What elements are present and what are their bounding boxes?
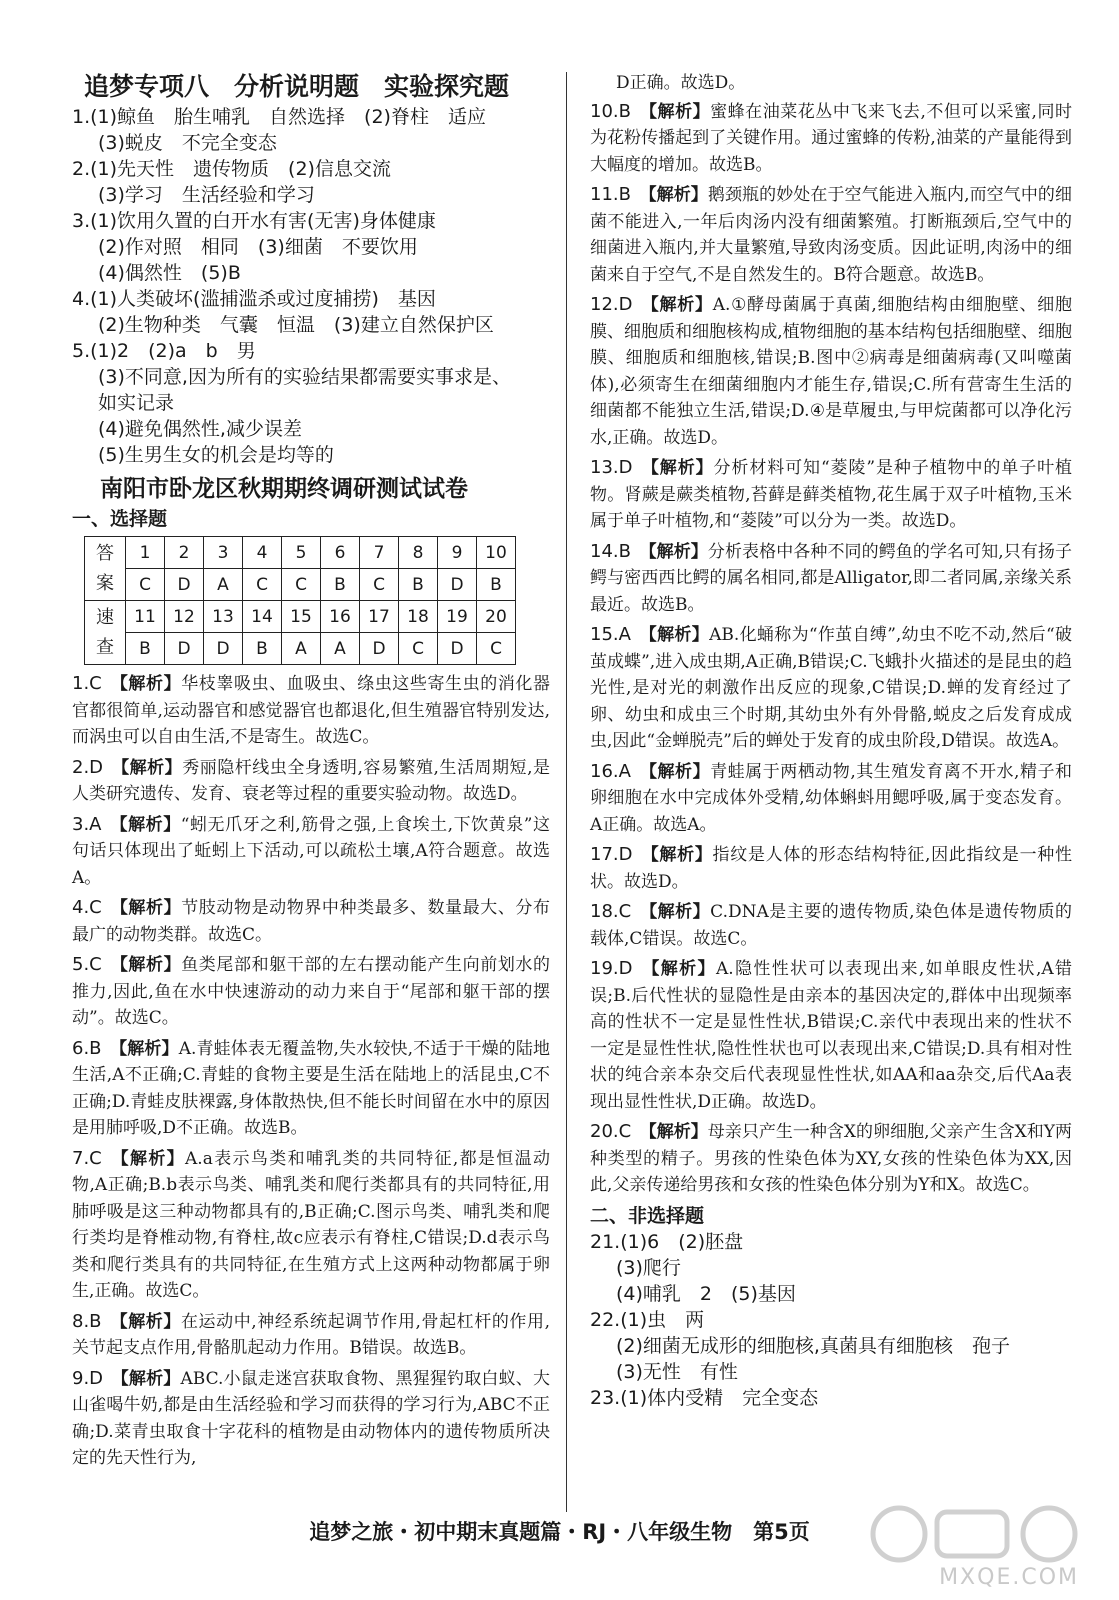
answer-line: (2)细菌无成形的细胞核,真菌具有细胞核 孢子 bbox=[616, 1334, 1010, 1357]
q-num: 12 bbox=[165, 601, 204, 633]
answer-line: (4)偶然性 (5)B bbox=[98, 262, 241, 284]
part2-answers bbox=[590, 1229, 1072, 1411]
question-answer-key: 11.B bbox=[590, 184, 631, 205]
right-explanations bbox=[590, 99, 1072, 1199]
question-answer-key: 14.B bbox=[590, 540, 631, 562]
analysis-text: A.a表示鸟类和哺乳类的共同特征,都是恒温动物,A正确;B.b表示鸟类、哺乳类和爬行类都具有的共同特征,用肺呼吸是这三种动物都具有的,B正确;C.图示鸟类、哺乳类和爬行类均是脊椎动物,有脊柱,故c应表示有脊柱,C错误;D.d表示鸟类和爬行类具有的共同特征,在生殖方式上这两种动物都属于卵生,正确。故选C。 bbox=[72, 1148, 550, 1301]
question-answer-key: 2.D bbox=[72, 756, 104, 778]
table-label-char: 查 bbox=[96, 636, 114, 658]
explanation-item bbox=[72, 895, 550, 948]
answer-line: (4)避免偶然性,减少误差 bbox=[98, 418, 302, 440]
explanation-item bbox=[590, 842, 1072, 895]
q-answer: D bbox=[360, 633, 399, 665]
q-answer: A bbox=[204, 569, 243, 601]
answer-line: (3)爬行 bbox=[616, 1256, 681, 1279]
answer-line: (4)哺乳 2 (5)基因 bbox=[616, 1282, 796, 1305]
explanation-item bbox=[72, 1366, 550, 1472]
explanation-item bbox=[590, 99, 1072, 179]
answer-line: 2.(1)先天性 遗传物质 (2)信息交流 bbox=[72, 158, 391, 180]
q-answer: C bbox=[477, 633, 516, 665]
page-footer: 追梦之旅・初中期末真题篇・RJ・八年级生物 第5页 bbox=[309, 1520, 810, 1544]
analysis-text: 指纹是人体的形态结构特征,因此指纹是一种性状。故选D。 bbox=[590, 845, 1073, 892]
q-num: 4 bbox=[243, 537, 282, 569]
question-answer-key: 10.B bbox=[590, 100, 631, 122]
q-num: 5 bbox=[282, 537, 321, 569]
analysis-tag: 【解析】 bbox=[110, 1038, 179, 1059]
explanation-item bbox=[590, 1119, 1072, 1199]
analysis-text: 华枝睾吸虫、血吸虫、绦虫这些寄生虫的消化器官都很简单,运动器官和感觉器官也都退化,但生殖器官特别发达,而涡虫可以自由生活,不是寄生。故选C。 bbox=[72, 674, 551, 747]
answer-line: 如实记录 bbox=[98, 392, 175, 414]
question-answer-key: 3.A bbox=[72, 813, 102, 835]
analysis-text: A.①酵母菌属于真菌,细胞结构由细胞壁、细胞膜、细胞质和细胞核构成,植物细胞的基本结构包括细胞壁、细胞膜、细胞质和细胞核,错误;B.图中②病毒是细菌病毒(又叫噬菌体),必须寄生在细菌细胞内才能生存,错误;C.所有营寄生生活的细菌都不能独立生活,错误;D.④是草履虫,与甲烷菌都可以净化污水,正确。故选D。 bbox=[590, 295, 1072, 448]
answer-line: (5)生男生女的机会是均等的 bbox=[98, 444, 334, 466]
analysis-tag: 【解析】 bbox=[641, 458, 714, 478]
q-num: 1 bbox=[126, 537, 165, 569]
analysis-text: 母亲只产生一种含X的卵细胞,父亲产生含X和Y两种类型的精子。男孩的性染色体为XY,女孩的性染色体为XX,因此,父亲传递给男孩和女孩的性染色体分别为Y和X。故选C。 bbox=[590, 1122, 1072, 1195]
analysis-text: 在运动中,神经系统起调节作用,骨起杠杆的作用,关节起支点作用,骨骼肌起动力作用。B错误。故选B。 bbox=[72, 1311, 550, 1358]
left-explanations bbox=[72, 671, 550, 1472]
explanation-item bbox=[590, 455, 1072, 535]
q-num: 7 bbox=[360, 537, 399, 569]
analysis-text: A.隐性性状可以表现出来,如单眼皮性状,A错误;B.后代性状的显隐性是由亲本的基因决定的,群体中出现频率高的性状不一定是显性性状,B错误;C.亲代中表现出来的性状不一定是显性性状,隐性性状也可以表现出来,C错误;D.具有相对性状的纯合亲本杂交后代表现显性性状,如AA和aa杂交,后代Aa表现出显性性状,D正确。故选D。 bbox=[590, 959, 1073, 1112]
analysis-tag: 【解析】 bbox=[110, 814, 181, 835]
explanation-item bbox=[590, 539, 1072, 619]
answer-line: 22.(1)虫 两 bbox=[590, 1308, 705, 1331]
table-label-top bbox=[85, 537, 126, 601]
analysis-text: 节肢动物是动物界中种类最多、数量最大、分布最广的动物类群。故选C。 bbox=[72, 898, 551, 945]
explanation-item bbox=[72, 952, 550, 1032]
q-answer: B bbox=[477, 569, 516, 601]
analysis-tag: 【解析】 bbox=[639, 185, 708, 205]
explanation-item bbox=[590, 759, 1072, 839]
q-answer: B bbox=[243, 633, 282, 665]
question-answer-key: 7.C bbox=[72, 1147, 102, 1169]
explanation-item bbox=[590, 899, 1072, 952]
q-answer: C bbox=[243, 569, 282, 601]
q-num: 13 bbox=[204, 601, 243, 633]
q-answer: D bbox=[165, 633, 204, 665]
answer-line: (3)不同意,因为所有的实验结果都需要实事求是、 bbox=[98, 366, 511, 388]
q-num: 17 bbox=[360, 601, 399, 633]
question-answer-key: 13.D bbox=[590, 457, 633, 478]
question-answer-key: 16.A bbox=[590, 760, 631, 782]
analysis-tag: 【解析】 bbox=[110, 674, 182, 694]
explanation-item bbox=[590, 622, 1072, 755]
q-answer: C bbox=[399, 633, 438, 665]
analysis-text: “蚓无爪牙之利,筋骨之强,上食埃土,下饮黄泉”这句话只体现出了蚯蚓上下活动,可以疏松土壤,A符合题意。故选A。 bbox=[72, 814, 551, 888]
table-label-char: 案 bbox=[96, 572, 114, 594]
analysis-tag: 【解析】 bbox=[110, 955, 182, 975]
left-column bbox=[72, 70, 550, 1476]
explanation-item bbox=[590, 292, 1072, 451]
analysis-text: 分析材料可知“菱陵”是种子植物中的单子叶植物。肾蕨是蕨类植物,苔藓是藓类植物,花生属于双子叶植物,玉米属于单子叶植物,和“菱陵”可以分为一类。故选D。 bbox=[590, 458, 1072, 531]
answer-quick-table bbox=[84, 536, 516, 665]
table-label-char: 速 bbox=[96, 606, 114, 628]
analysis-text: 鹅颈瓶的妙处在于空气能进入瓶内,而空气中的细菌不能进入,一年后肉汤内没有细菌繁殖。打断瓶颈后,空气中的细菌进入瓶内,并大量繁殖,导致肉汤变质。因此证明,肉汤中的细菌来自于空气,不是自然发生的。B符合题意。故选B。 bbox=[590, 185, 1072, 285]
answer-line: 23.(1)体内受精 完全变态 bbox=[590, 1386, 819, 1409]
q-num: 2 bbox=[165, 537, 204, 569]
continued-text: D正确。故选D。 bbox=[616, 73, 746, 93]
analysis-tag: 【解析】 bbox=[641, 845, 713, 865]
q-answer: D bbox=[438, 569, 477, 601]
answer-line: (2)生物种类 气囊 恒温 (3)建立自然保护区 bbox=[98, 314, 494, 336]
question-answer-key: 17.D bbox=[590, 844, 633, 865]
q-answer: C bbox=[282, 569, 321, 601]
analysis-tag: 【解析】 bbox=[639, 625, 710, 645]
q-num: 20 bbox=[477, 601, 516, 633]
answer-line: 1.(1)鲸鱼 胎生哺乳 自然选择 (2)脊柱 适应 bbox=[72, 106, 486, 128]
question-answer-key: 5.C bbox=[72, 954, 102, 975]
answer-line: 4.(1)人类破坏(滥捕滥杀或过度捕捞) 基因 bbox=[72, 288, 436, 310]
column-divider bbox=[566, 72, 567, 1512]
analysis-text: 青蛙属于两栖动物,其生殖发育离不开水,精子和卵细胞在水中完成体外受精,幼体蝌蚪用鳃呼吸,属于变态发育。A正确。故选A。 bbox=[590, 761, 1073, 835]
analysis-text: A.青蛙体表无覆盖物,失水较快,不适于干燥的陆地生活,A不正确;C.青蛙的食物主要是生活在陆地上的活昆虫,C不正确;D.青蛙皮肤裸露,身体散热快,但不能长时间留在水中的原因是用肺呼吸,D不正确。故选B。 bbox=[72, 1038, 551, 1138]
analysis-tag: 【解析】 bbox=[110, 898, 182, 918]
q-num: 8 bbox=[399, 537, 438, 569]
question-answer-key: 15.A bbox=[590, 624, 631, 645]
q-num: 15 bbox=[282, 601, 321, 633]
analysis-tag: 【解析】 bbox=[641, 959, 716, 979]
analysis-tag: 【解析】 bbox=[639, 1122, 708, 1142]
answer-line: (3)蜕皮 不完全变态 bbox=[98, 132, 277, 154]
answer-line: 5.(1)2 (2)a b 男 bbox=[72, 340, 256, 362]
answer-line: 21.(1)6 (2)胚盘 bbox=[590, 1230, 744, 1253]
part2-heading: 二、非选择题 bbox=[590, 1204, 705, 1227]
question-answer-key: 19.D bbox=[590, 958, 633, 979]
watermark-url: MXQE.COM bbox=[939, 1565, 1079, 1590]
analysis-text: 鱼类尾部和躯干部的左右摆动能产生向前划水的推力,因此,鱼在水中快速游动的动力来自于“尾部和躯干部的摆动”。故选C。 bbox=[72, 955, 551, 1028]
explanation-item bbox=[590, 182, 1072, 288]
question-answer-key: 20.C bbox=[590, 1121, 632, 1142]
question-answer-key: 12.D bbox=[590, 294, 633, 315]
analysis-tag: 【解析】 bbox=[111, 1368, 181, 1389]
answer-line: (3)学习 生活经验和学习 bbox=[98, 184, 315, 206]
section1-answers bbox=[72, 104, 550, 468]
question-answer-key: 1.C bbox=[72, 673, 102, 694]
explanation-item bbox=[72, 755, 550, 808]
question-answer-key: 18.C bbox=[590, 901, 632, 922]
answer-line: (3)无性 有性 bbox=[616, 1360, 738, 1383]
analysis-tag: 【解析】 bbox=[641, 295, 713, 315]
question-answer-key: 6.B bbox=[72, 1037, 102, 1059]
q-answer: D bbox=[204, 633, 243, 665]
analysis-tag: 【解析】 bbox=[111, 757, 183, 778]
q-num: 18 bbox=[399, 601, 438, 633]
question-answer-key: 4.C bbox=[72, 897, 102, 918]
q-num: 19 bbox=[438, 601, 477, 633]
right-column bbox=[590, 70, 1072, 1411]
analysis-text: 分析表格中各种不同的鳄鱼的学名可知,只有扬子鳄与密西西比鳄的属名相同,都是Alligator,即二者同属,亲缘关系最近。故选B。 bbox=[590, 541, 1072, 615]
analysis-tag: 【解析】 bbox=[639, 902, 711, 922]
q-num: 16 bbox=[321, 601, 360, 633]
q-num: 3 bbox=[204, 537, 243, 569]
q-answer: D bbox=[165, 569, 204, 601]
analysis-tag: 【解析】 bbox=[110, 1148, 186, 1169]
analysis-tag: 【解析】 bbox=[639, 541, 708, 562]
answer-line: 3.(1)饮用久置的白开水有害(无害)身体健康 bbox=[72, 210, 436, 232]
part1-heading: 一、选择题 bbox=[72, 508, 168, 530]
q-answer: C bbox=[360, 569, 399, 601]
q-num: 6 bbox=[321, 537, 360, 569]
q-answer: D bbox=[438, 633, 477, 665]
analysis-text: 秀丽隐杆线虫全身透明,容易繁殖,生活周期短,是人类研究遗传、发育、衰老等过程的重要实验动物。故选D。 bbox=[72, 757, 550, 804]
question-answer-key: 9.D bbox=[72, 1367, 104, 1389]
explanation-item bbox=[72, 1146, 550, 1305]
analysis-tag: 【解析】 bbox=[639, 761, 711, 782]
analysis-text: AB.化蛹称为“作茧自缚”,幼虫不吃不动,然后“破茧成蝶”,进入成虫期,A正确,B错误;C.飞蛾扑火描述的是昆虫的趋光性,是对光的刺激作出反应的现象,C错误;D.蝉的发育经过了卵、幼虫和成虫三个时期,其幼虫外有外骨骼,蜕皮之后发育成成虫,因此“金蝉脱壳”后的蝉处于发育的成虫阶段,D错误。故选A。 bbox=[590, 625, 1072, 751]
q-answer: B bbox=[321, 569, 360, 601]
section2-title: 南阳市卧龙区秋期期终调研测试试卷 bbox=[100, 476, 468, 502]
q-answer: C bbox=[126, 569, 165, 601]
q-num: 9 bbox=[438, 537, 477, 569]
analysis-text: C.DNA是主要的遗传物质,染色体是遗传物质的载体,C错误。故选C。 bbox=[590, 902, 1073, 949]
q-answer: A bbox=[282, 633, 321, 665]
table-label-bottom bbox=[85, 601, 126, 665]
question-answer-key: 8.B bbox=[72, 1310, 102, 1332]
answer-line: (2)作对照 相同 (3)细菌 不要饮用 bbox=[98, 236, 418, 258]
explanation-item bbox=[72, 812, 550, 892]
analysis-text: 蜜蜂在油菜花丛中飞来飞去,不但可以采蜜,同时为花粉传播起到了关键作用。通过蜜蜂的传粉,油菜的产量能得到大幅度的增加。故选B。 bbox=[590, 101, 1072, 175]
explanation-item bbox=[590, 956, 1072, 1115]
q-num: 10 bbox=[477, 537, 516, 569]
section1-title: 追梦专项八 分析说明题 实验探究题 bbox=[84, 72, 510, 101]
analysis-tag: 【解析】 bbox=[639, 101, 711, 122]
q-num: 14 bbox=[243, 601, 282, 633]
table-label-char: 答 bbox=[96, 542, 114, 564]
q-num: 11 bbox=[126, 601, 165, 633]
explanation-item bbox=[72, 671, 550, 751]
q-answer: A bbox=[321, 633, 360, 665]
analysis-tag: 【解析】 bbox=[110, 1311, 181, 1332]
explanation-item bbox=[72, 1309, 550, 1362]
q-answer: B bbox=[126, 633, 165, 665]
analysis-text: ABC.小鼠走迷宫获取食物、黑猩猩钓取白蚁、大山雀喝牛奶,都是由生活经验和学习而获得的学习行为,ABC不正确;D.菜青虫取食十字花科的植物是由动物体内的遗传物质所决定的先天性行为, bbox=[72, 1368, 551, 1468]
q-answer: B bbox=[399, 569, 438, 601]
explanation-item bbox=[72, 1036, 550, 1142]
